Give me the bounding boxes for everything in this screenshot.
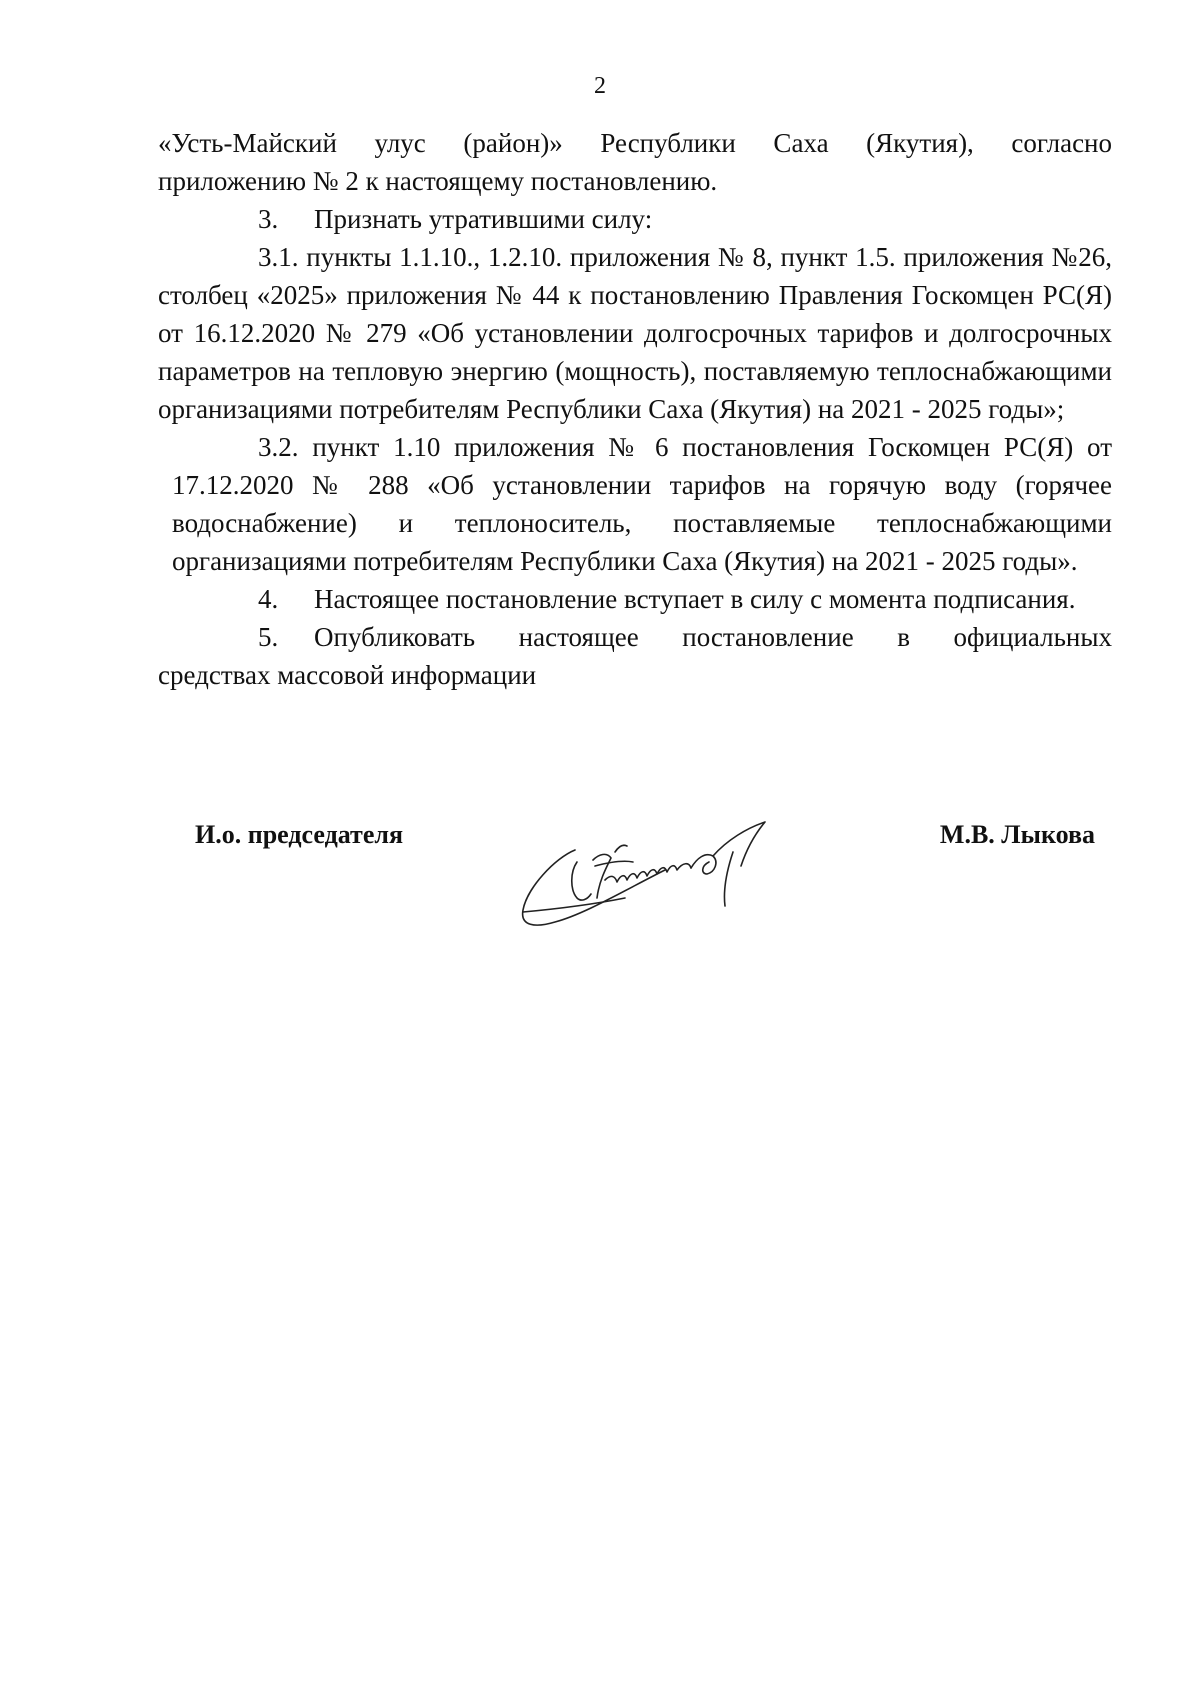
document-body — [158, 124, 1112, 694]
paragraph-1-line-1: «Усть-Майский улус (район)» Республики Саха (Якутия), согласно — [158, 128, 1112, 158]
item-5-line-1 — [158, 618, 1112, 656]
item-3-1: 3.1. пункты 1.1.10., 1.2.10. приложения № 8, пункт 1.5. приложения №26, столбец «2025» приложения № 44 к постановлению Правления Госкомцен РС(Я) от 16.12.2020 № 279 «Об установлении долгосрочных тарифов и долгосрочных параметров на тепловую энергию (мощность), поставляемую теплоснабжающими организациями потребителям Республики Саха (Якутия) на 2021 - 2025 годы»; — [158, 242, 1112, 424]
item-4-number: 4. — [258, 584, 279, 614]
item-5-text: Опубликовать настоящее постановление в официальных — [314, 622, 1112, 652]
item-3-text: Признать утратившими силу: — [314, 204, 653, 234]
item-3 — [158, 200, 1112, 238]
handwritten-signature — [515, 810, 805, 940]
item-3-number: 3. — [258, 204, 279, 234]
item-3-2: 3.2. пункт 1.10 приложения № 6 постановления Госкомцен РС(Я) от 17.12.2020 № 288 «Об установлении тарифов на горячую воду (горячее водоснабжение) и теплоноситель, поставляемые теплоснабжающими организациями потребителям Республики Саха (Якутия) на 2021 - 2025 годы». — [172, 432, 1112, 576]
paragraph-1-line-2: приложению № 2 к настоящему постановлению. — [158, 166, 718, 196]
signatory-name: М.В. Лыкова — [939, 820, 1095, 849]
page-number: 2 — [594, 73, 606, 99]
item-5-number: 5. — [258, 622, 279, 652]
item-4-text: Настоящее постановление вступает в силу с момента подписания. — [314, 584, 1076, 614]
item-4 — [158, 580, 1112, 618]
item-5-line-2: средствах массовой информации — [158, 660, 537, 690]
signatory-position: И.о. председателя — [195, 820, 404, 849]
